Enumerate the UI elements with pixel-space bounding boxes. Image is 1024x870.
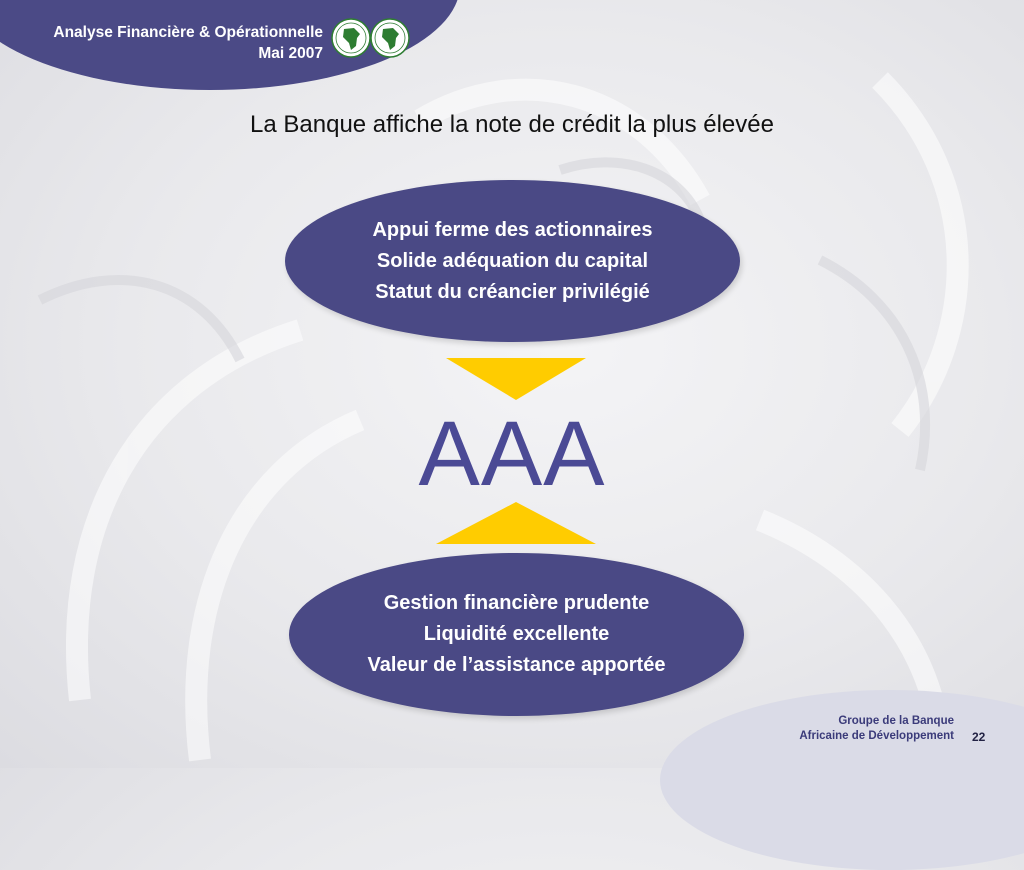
- page-number: 22: [972, 730, 986, 744]
- credit-rating: AAA: [418, 403, 606, 505]
- bottom-item-2: Liquidité excellente: [423, 623, 610, 645]
- slide-title: La Banque affiche la note de crédit la plus élevée: [250, 111, 774, 138]
- top-item-1: Appui ferme des actionnaires: [372, 218, 653, 241]
- arrow-up-icon: [436, 502, 596, 544]
- bottom-item-3: Valeur de l’assistance apportée: [367, 654, 666, 676]
- afdb-logo-icon: [330, 16, 412, 60]
- header-title-line1: Analyse Financière & Opérationnelle: [53, 24, 323, 41]
- strengths-top-ellipse: [285, 180, 740, 342]
- footer-org-line2: Africaine de Développement: [799, 730, 954, 742]
- strengths-bottom-ellipse: [289, 553, 744, 716]
- header-title: [28, 22, 323, 64]
- header-title-line2: Mai 2007: [258, 45, 323, 62]
- footer-org-line1: Groupe de la Banque: [838, 715, 954, 727]
- bottom-item-1: Gestion financière prudente: [383, 592, 650, 614]
- top-item-2: Solide adéquation du capital: [376, 249, 649, 272]
- footer-organization: [799, 714, 954, 744]
- arrow-down-icon: [446, 358, 586, 400]
- top-item-3: Statut du créancier privilégié: [375, 280, 650, 303]
